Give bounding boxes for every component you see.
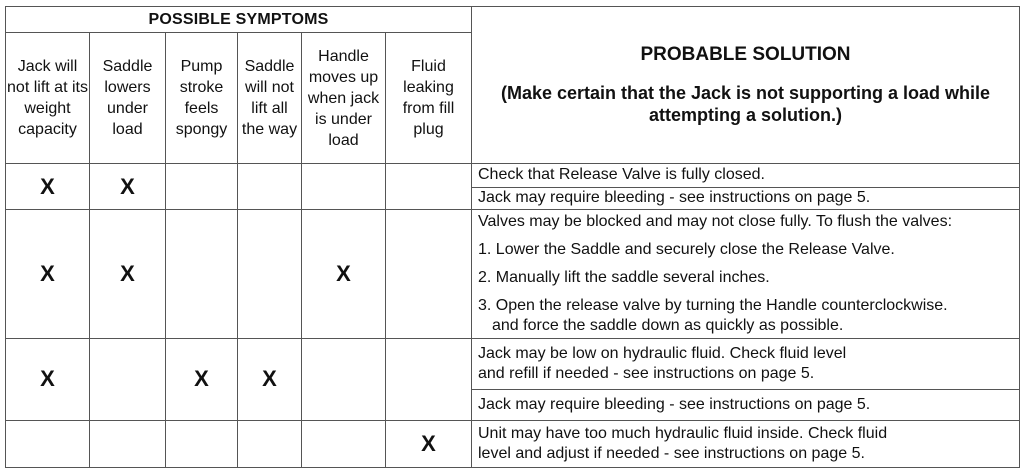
symptom-mark-cell — [166, 338, 238, 420]
symptom-mark-cell — [90, 338, 166, 420]
symptom-mark-cell — [238, 338, 302, 420]
solution-cell — [472, 210, 1020, 338]
table-row — [6, 338, 1020, 389]
symptom-mark-cell — [386, 210, 472, 338]
symptom-mark-cell — [90, 164, 166, 210]
symptom-rows — [6, 164, 1020, 468]
symptom-mark-cell — [238, 420, 302, 467]
table-row — [6, 164, 1020, 188]
symptom-mark-cell — [302, 420, 386, 467]
probable-solution-title: PROBABLE SOLUTION — [640, 44, 851, 65]
symptom-mark-cell — [238, 210, 302, 338]
symptom-mark-cell — [302, 210, 386, 338]
symptom-mark: X — [336, 260, 351, 286]
symptom-mark: X — [40, 366, 55, 392]
symptom-mark-cell — [386, 164, 472, 210]
symptom-mark: X — [262, 366, 277, 392]
troubleshooting-chart — [5, 6, 1019, 468]
symptom-column-header: Saddle lowers under load — [90, 33, 166, 164]
solution-line: and force the saddle down as quickly as possible. — [492, 316, 844, 334]
solution-line: Check that Release Valve is fully closed. — [478, 166, 765, 184]
symptom-mark-cell — [166, 164, 238, 210]
symptom-mark: X — [194, 366, 209, 392]
symptom-column-header: Fluid leaking from fill plug — [386, 33, 472, 164]
symptom-mark-cell — [6, 338, 90, 420]
symptom-mark-cell — [166, 420, 238, 467]
symptom-column-header: Handle moves up when jack is under load — [302, 33, 386, 164]
solution-line: Jack may be low on hydraulic fluid. Check fluid level — [478, 344, 847, 362]
symptom-column-header: Saddle will not lift all the way — [238, 33, 302, 164]
symptom-mark: X — [120, 173, 135, 199]
symptom-mark: X — [40, 260, 55, 286]
symptom-mark-cell — [90, 210, 166, 338]
solution-cell — [472, 338, 1020, 389]
symptom-mark: X — [421, 430, 436, 456]
symptom-mark-cell — [166, 210, 238, 338]
solution-line: Unit may have too much hydraulic fluid inside. Check fluid — [478, 424, 888, 442]
symptom-column-header: Pump stroke feels spongy — [166, 33, 238, 164]
symptom-mark-cell — [386, 338, 472, 420]
symptom-mark-cell — [6, 164, 90, 210]
symptom-mark-cell — [6, 210, 90, 338]
symptom-mark: X — [40, 173, 55, 199]
symptom-mark: X — [120, 260, 135, 286]
troubleshooting-table — [5, 6, 1020, 468]
table-row — [6, 420, 1020, 467]
symptom-mark-cell — [6, 420, 90, 467]
symptom-mark-cell — [90, 420, 166, 467]
solution-cell — [472, 187, 1020, 210]
solution-cell — [472, 164, 1020, 188]
solution-line: Jack may require bleeding - see instructions on page 5. — [478, 189, 871, 207]
solution-line: 3. Open the release valve by turning the Handle counterclockwise. — [478, 296, 948, 314]
symptom-mark-cell — [302, 338, 386, 420]
symptom-column-header: Jack will not lift at its weight capacity — [6, 33, 90, 164]
table-row — [6, 210, 1020, 338]
solution-cell — [472, 389, 1020, 420]
solution-line: Valves may be blocked and may not close fully. To flush the valves: — [478, 212, 953, 230]
solution-note: (Make certain that the Jack is not supporting a load while attempting a solution.) — [500, 83, 991, 125]
solution-line: level and adjust if needed - see instructions on page 5. — [478, 444, 865, 462]
solution-line: Jack may require bleeding - see instructions on page 5. — [478, 395, 871, 413]
solution-line: and refill if needed - see instructions on page 5. — [478, 364, 815, 382]
solution-line: 1. Lower the Saddle and securely close the Release Valve. — [478, 240, 895, 258]
solution-line: 2. Manually lift the saddle several inches. — [478, 268, 770, 286]
solution-cell — [472, 420, 1020, 467]
symptom-mark-cell — [386, 420, 472, 467]
symptom-mark-cell — [302, 164, 386, 210]
possible-symptoms-header: POSSIBLE SYMPTOMS — [6, 7, 472, 33]
symptom-mark-cell — [238, 164, 302, 210]
probable-solution-header — [472, 7, 1020, 164]
